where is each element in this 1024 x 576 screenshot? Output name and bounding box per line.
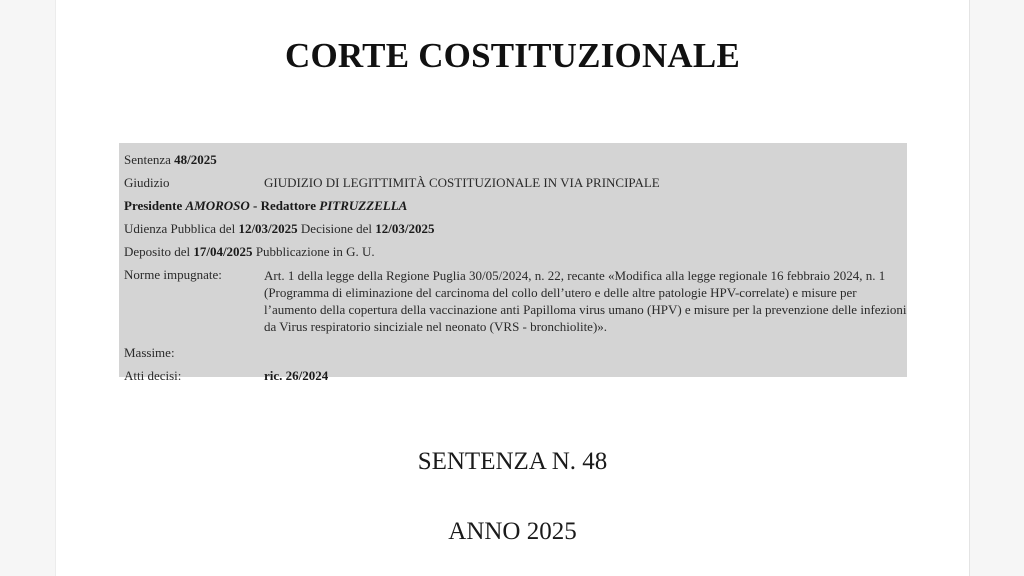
deposito-label: Deposito del: [124, 244, 191, 259]
udienza-date: 12/03/2025: [238, 221, 298, 236]
udienza-label: Udienza Pubblica del: [124, 221, 236, 236]
row-atti: [124, 364, 907, 387]
giudizio-value: GIUDIZIO DI LEGITTIMITÀ COSTITUZIONALE IN VIA PRINCIPALE: [264, 175, 660, 190]
row-massime: [124, 341, 907, 364]
row-deposito: [124, 240, 907, 263]
summary-box: [119, 143, 907, 383]
giudizio-label: Giudizio: [124, 175, 170, 190]
atti-label: Atti decisi:: [124, 368, 182, 383]
row-norme: [124, 263, 907, 341]
row-udienza: [124, 217, 907, 240]
row-sentenza: [124, 148, 907, 171]
decisione-label: Decisione del: [300, 221, 373, 236]
massime-label: Massime:: [124, 345, 175, 360]
sentenza-label: Sentenza: [124, 152, 171, 167]
norme-value: Art. 1 della legge della Regione Puglia 30/05/2024, n. 22, recante «Modifica alla legge regionale 16 febbraio 2024, n. 1 (Programma di eliminazione del carcinoma del collo dell’utero e delle altre patologie HPV-correlate) e misure per l’aumento della copertura della vaccinazione anti Papilloma virus umano (HPV) e misure per la prevenzione delle infezioni da Virus respiratorio sinciziale nel neonato (VRS - bronchiolite)».: [264, 268, 907, 334]
row-giudizio: [124, 171, 907, 194]
document-page: [55, 0, 970, 576]
row-presidente: [124, 194, 907, 217]
redattore-name: PITRUZZELLA: [319, 198, 408, 213]
court-title: CORTE COSTITUZIONALE: [285, 36, 740, 75]
pubblicazione-label: Pubblicazione in G. U.: [255, 244, 375, 259]
presidente-label: Presidente: [124, 198, 183, 213]
norme-label: Norme impugnate:: [124, 267, 222, 282]
separator: -: [249, 198, 261, 213]
presidente-name: AMOROSO: [185, 198, 250, 213]
deposito-date: 17/04/2025: [193, 244, 253, 259]
decisione-date: 12/03/2025: [375, 221, 435, 236]
redattore-label: Redattore: [260, 198, 316, 213]
atti-value: ric. 26/2024: [264, 368, 329, 383]
sentenza-number: 48/2025: [174, 152, 217, 167]
anno-heading: ANNO 2025: [448, 518, 577, 545]
sentenza-heading: SENTENZA N. 48: [417, 448, 608, 475]
